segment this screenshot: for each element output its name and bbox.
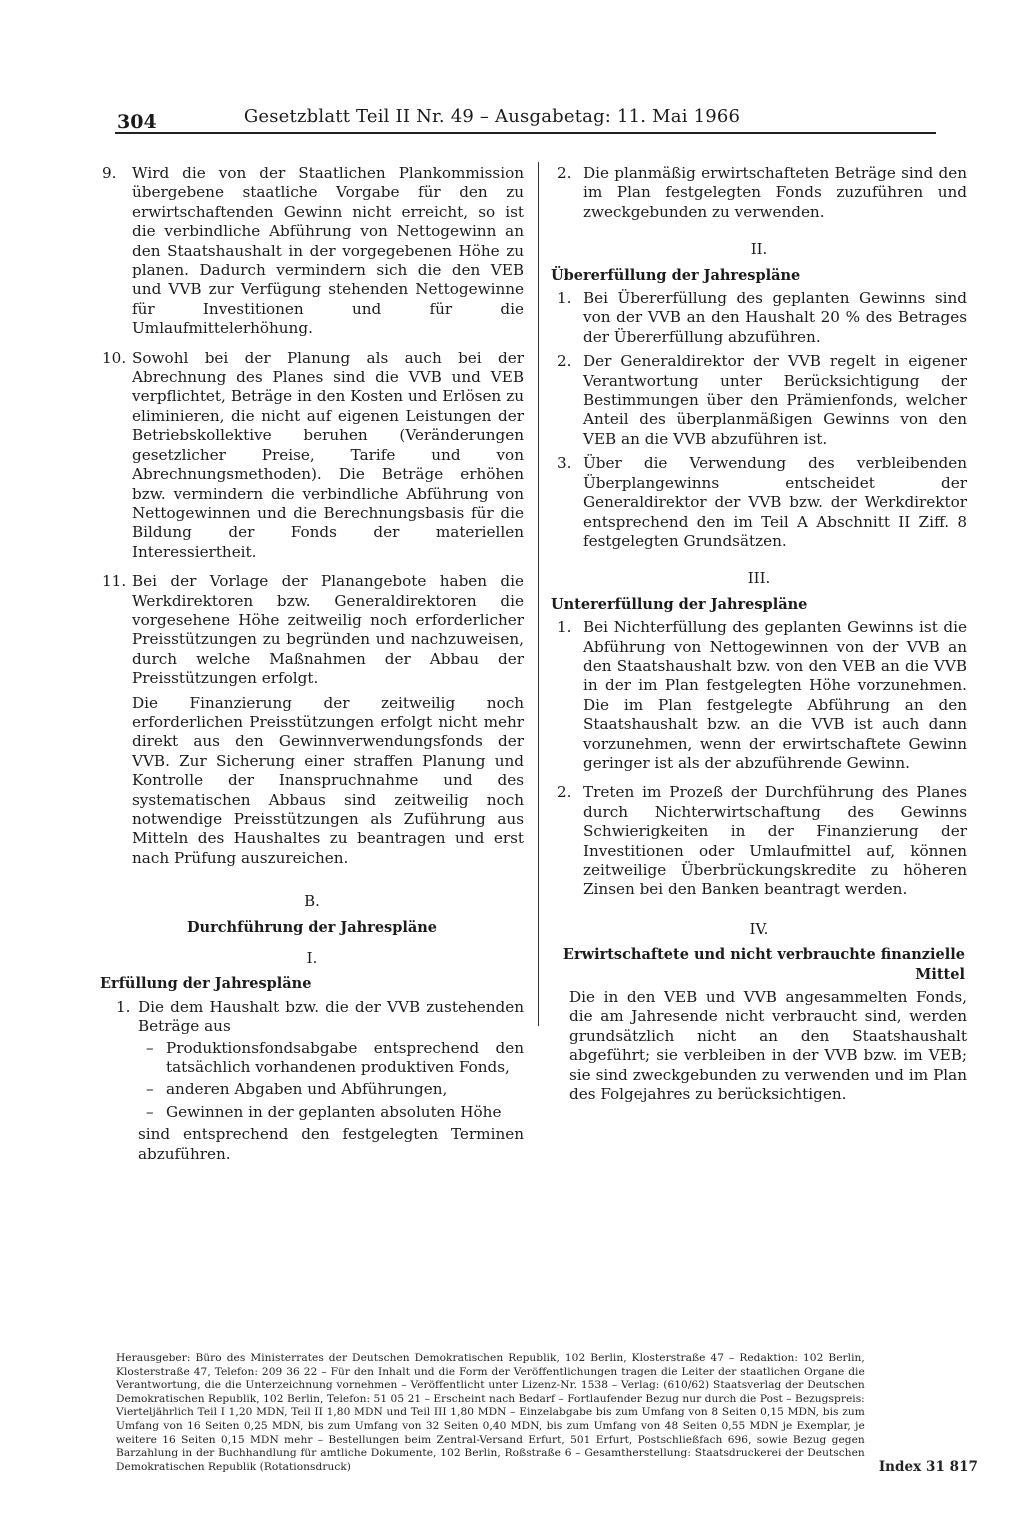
- roman-heading: III.: [747, 569, 771, 588]
- right-column: [551, 164, 967, 1104]
- item-number: 1.: [116, 997, 131, 1016]
- item-number: 2.: [557, 164, 572, 182]
- index-label: Index 31 817: [878, 1458, 978, 1475]
- sub-heading: Übererfüllung der Jahrespläne: [551, 266, 801, 284]
- list-item-text: Produktionsfondsabgabe entsprechend den tatsächlich vorhandenen produktiven Fonds,: [166, 1038, 524, 1077]
- item-intro: Die dem Haushalt bzw. die der VVB zustehenden Beträge aus: [138, 997, 524, 1036]
- list-item: [551, 352, 967, 449]
- item-number: 3.: [557, 454, 572, 473]
- imprint: [116, 1352, 978, 1474]
- dash-mark: –: [146, 1038, 154, 1057]
- sub-heading: Erwirtschaftete und nicht verbrauchte finanzielle Mittel: [562, 946, 965, 983]
- item-text: Sowohl bei der Planung als auch bei der Abrechnung des Planes sind die VVB und VEB verpflichtet, Beträge in den Kosten und Erlösen zu eliminieren, die nicht auf eigenen Leistungen der Betriebskollektive beruhen (Veränderungen gesetzlicher Preise, Tarife und von Abrechnungsmethoden). Die Beträge erhöhen bzw. vermindern die verbindliche Abführung von Nettogewinnen und die Berechnungsbasis für die Bildung der Fonds der materiellen Interessiertheit.: [132, 348, 524, 561]
- item-number: 2.: [557, 352, 572, 371]
- item-number: 11.: [102, 572, 127, 591]
- item-text: Wird die von der Staatlichen Plankommission übergebene staatliche Vorgabe für den zu erwirtschaftenden Gewinn nicht erreicht, so ist die verbindliche Abführung von Nettogewinn an den Staatshaushalt in der vorgegebenen Höhe zu planen. Dadurch vermindern sich die den VEB und VVB zur Verfügung stehenden Nettogewinne für Investitionen und für die Umlaufmittelerhöhung.: [132, 164, 524, 338]
- item-text: Bei Übererfüllung des geplanten Gewinns sind von der VVB an den Haushalt 20 % des Betrages der Übererfüllung abzuführen.: [583, 289, 967, 346]
- list-item: [146, 1080, 524, 1099]
- list-item: [551, 289, 967, 347]
- dash-mark: –: [146, 1102, 154, 1121]
- item-11: [100, 572, 524, 868]
- list-item: [146, 1103, 524, 1122]
- sub-heading: Erfüllung der Jahrespläne: [100, 975, 312, 993]
- list-item: [551, 454, 967, 551]
- item-9: [100, 164, 524, 339]
- running-head: Gesetzblatt Teil II Nr. 49 – Ausgabetag: 11. Mai 1966: [243, 106, 741, 127]
- item-number: 2.: [557, 783, 572, 802]
- item-2: [551, 164, 967, 222]
- item-number: 9.: [102, 164, 117, 182]
- page-number: 304: [117, 111, 157, 133]
- section-text: Die in den VEB und VVB angesammelten Fonds, die am Jahresende nicht verbraucht sind, werden grundsätzlich nicht an den Staatshaushalt abgeführt; sie verbleiben in der VVB bzw. im VEB; sie sind zweckgebunden zu verwenden und im Plan des Folgejahres zu berücksichtigen.: [569, 988, 967, 1104]
- item-text: Der Generaldirektor der VVB regelt in eigener Verantwortung unter Berücksichtigung der Bestimmungen über den Prämienfonds, welcher Anteil des überplanmäßigen Gewinns von den VEB an die VVB abzuführen ist.: [583, 352, 967, 448]
- list-item-text: Gewinnen in der geplanten absoluten Höhe: [166, 1102, 502, 1121]
- item-closing: sind entsprechend den festgelegten Terminen abzuführen.: [138, 1125, 524, 1163]
- item-text: Die planmäßig erwirtschafteten Beträge sind den im Plan festgelegten Fonds zuzuführen und zweckgebunden zu verwenden.: [583, 164, 967, 221]
- item-text: Treten im Prozeß der Durchführung des Planes durch Nichterwirtschaftung des Gewinns Schwierigkeiten in der Finanzierung der Investitionen oder Umlaufmittel auf, können zeitweilige Überbrückungskredite zu höheren Zinsen bei den Banken beantragt werden.: [583, 783, 967, 899]
- item-10: [100, 349, 524, 562]
- item-paragraph: Die Finanzierung der zeitweilig noch erforderlichen Preisstützungen erfolgt nicht mehr direkt aus den Gewinnverwendungsfonds der VVB. Zur Sicherung einer straffen Planung und Kontrolle der Inanspruchnahme und des systematischen Abbaus sind zeitweilig noch notwendige Preisstützungen als Zuführung aus Mitteln des Haushaltes zu beantragen und erst nach Prüfung auszureichen.: [132, 693, 524, 867]
- imprint-block: [116, 1352, 978, 1474]
- item-paragraph: Bei der Vorlage der Planangebote haben die Werkdirektoren bzw. Generaldirektoren die vorgesehene Höhe zeitweilig noch erforderlicher Preisstützungen zu begründen und nachzuweisen, durch welche Maßnahmen der Abbau der Preisstützungen erfolgt.: [132, 572, 524, 688]
- imprint-text: Herausgeber: Büro des Ministerrates der Deutschen Demokratischen Republik, 102 Berlin, Klosterstraße 47 – Redaktion: 102 Berlin, Klosterstraße 47, Telefon: 209 36 22 – Für den Inhalt und die Form der Veröffentlichungen tragen die Leiter der staatlichen Organe die Verantwortung, die die Unterzeichnung vornehmen – Veröffentlicht unter Lizenz-Nr. 1538 – Verlag: (610/62) Staatsverlag der Deutschen Demokratischen Republik, 102 Berlin, Telefon: 51 05 21 – Erscheint nach Bedarf – Fortlaufender Bezug nur durch die Post – Bezugspreis: Vierteljährlich Teil I 1,20 MDN, Teil II 1,80 MDN und Teil III 1,80 MDN – Einzelabgabe bis zum Umfang von 8 Seiten 0,15 MDN, bis zum Umfang von 16 Seiten 0,25 MDN, bis zum Umfang von 32 Seiten 0,40 MDN, bis zum Umfang von 48 Seiten 0,55 MDN je Exemplar, je weitere 16 Seiten 0,15 MDN mehr – Bestellungen beim Zentral-Versand Erfurt, 501 Erfurt, Postschließfach 696, sowie Bezug gegen Barzahlung in der Buchhandlung für amtliche Dokumente, 102 Berlin, Roßstraße 6 – Gesamtherstellung: Staatsdruckerei der Deutschen Demokratischen Republik (Rotationsdruck): [116, 1352, 865, 1473]
- section-title: Durchführung der Jahrespläne: [186, 918, 438, 936]
- list-item: [551, 783, 967, 899]
- list-item: [146, 1039, 524, 1078]
- roman-heading: I.: [306, 949, 318, 968]
- item-text: Über die Verwendung des verbleibenden Überplangewinns entscheidet der Generaldirektor der VVB bzw. der Werkdirektor entsprechend den im Teil A Abschnitt II Ziff. 8 festgelegten Grundsätzen.: [583, 454, 967, 550]
- item-number: 10.: [102, 348, 127, 367]
- section-letter: B.: [304, 892, 320, 911]
- sub-heading: Untererfüllung der Jahrespläne: [551, 595, 808, 613]
- item-number: 1.: [557, 618, 572, 637]
- dash-list: [146, 1039, 524, 1123]
- left-column: [100, 164, 524, 1164]
- item-number: 1.: [557, 289, 572, 308]
- list-item-text: anderen Abgaben und Abführungen,: [166, 1080, 448, 1099]
- header-rule: [115, 132, 936, 134]
- item-text: Bei Nichterfüllung des geplanten Gewinns ist die Abführung von Nettogewinnen von der VVB an den Staatshaushalt bzw. von den VEB an die VVB in der im Plan festgelegten Höhe vorzunehmen. Die im Plan festgelegte Abführung an den Staatshaushalt bzw. an die VVB ist auch dann vorzunehmen, wenn der erwirtschaftete Gewinn geringer ist als der abzuführende Gewinn.: [583, 618, 967, 772]
- list-item: [551, 618, 967, 773]
- dash-mark: –: [146, 1080, 154, 1099]
- roman-heading: II.: [750, 240, 768, 259]
- column-divider: [538, 162, 539, 1026]
- roman-heading: IV.: [749, 919, 769, 938]
- item-b-1: [100, 998, 524, 1037]
